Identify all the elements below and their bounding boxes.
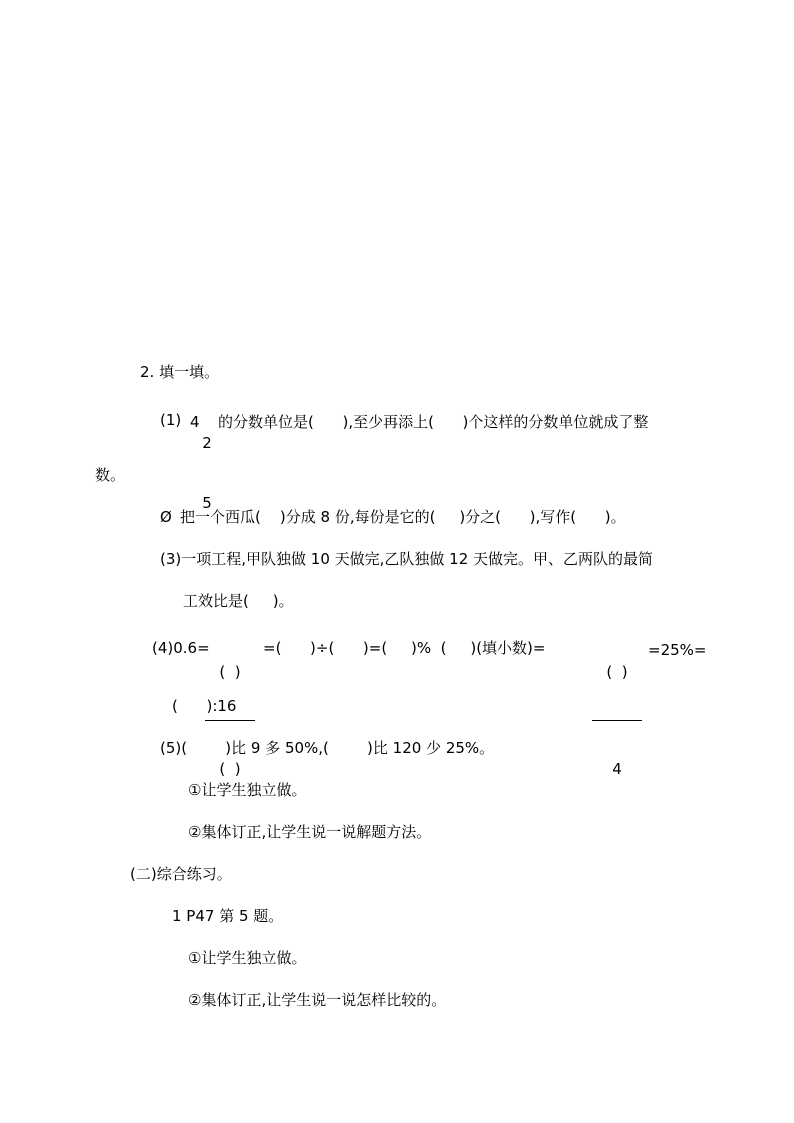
q4-middle: =( )÷( )=( )% ( )(填小数)=: [263, 639, 546, 657]
section-two-step1: ①让学生独立做。: [188, 949, 307, 967]
q4-fraction-2-bar: [592, 720, 642, 721]
q4-fraction-2-numerator: ( ): [606, 663, 628, 681]
q3-line1: (3)一项工程,甲队独做 10 天做完,乙队独做 12 天做完。甲、乙两队的最简: [160, 550, 654, 568]
q4-suffix: =25%=: [648, 641, 707, 659]
q4-fraction-2: [592, 626, 642, 797]
mixed-number-denominator: 5: [202, 494, 212, 512]
q5-text: (5)( )比 9 多 50%,( )比 120 少 25%。: [160, 739, 495, 757]
q1-text: 的分数单位是( ),至少再添上( )个这样的分数单位就成了整: [218, 413, 649, 431]
q4-fraction-1-bar: [205, 720, 255, 721]
section-two-step2: ②集体订正,让学生说一说怎样比较的。: [188, 991, 447, 1009]
section2-step2: ②集体订正,让学生说一说解题方法。: [188, 823, 432, 841]
section2-step1: ①让学生独立做。: [188, 781, 307, 799]
q4-line2: ( ):16: [172, 697, 237, 715]
mixed-number-numerator: 2: [202, 434, 212, 452]
section-two-item1: 1 P47 第 5 题。: [172, 907, 284, 925]
q4-fraction-1-denominator: ( ): [219, 760, 241, 778]
q2-bullet: Ø: [160, 508, 172, 526]
q4-fraction-2-denominator: 4: [612, 760, 622, 778]
section-two-heading: (二)综合练习。: [130, 865, 232, 883]
mixed-number-whole: 4: [190, 413, 200, 431]
q4-fraction-1-numerator: ( ): [219, 663, 241, 681]
section2-heading: 2. 填一填。: [140, 363, 220, 381]
q3-line2: 工效比是( )。: [183, 592, 294, 610]
q2-text: 把一个西瓜( )分成 8 份,每份是它的( )分之( ),写作( )。: [180, 508, 626, 526]
q1-label: (1): [160, 411, 182, 429]
q4-prefix: (4)0.6=: [152, 639, 210, 657]
q1-continuation: 数。: [95, 466, 126, 484]
